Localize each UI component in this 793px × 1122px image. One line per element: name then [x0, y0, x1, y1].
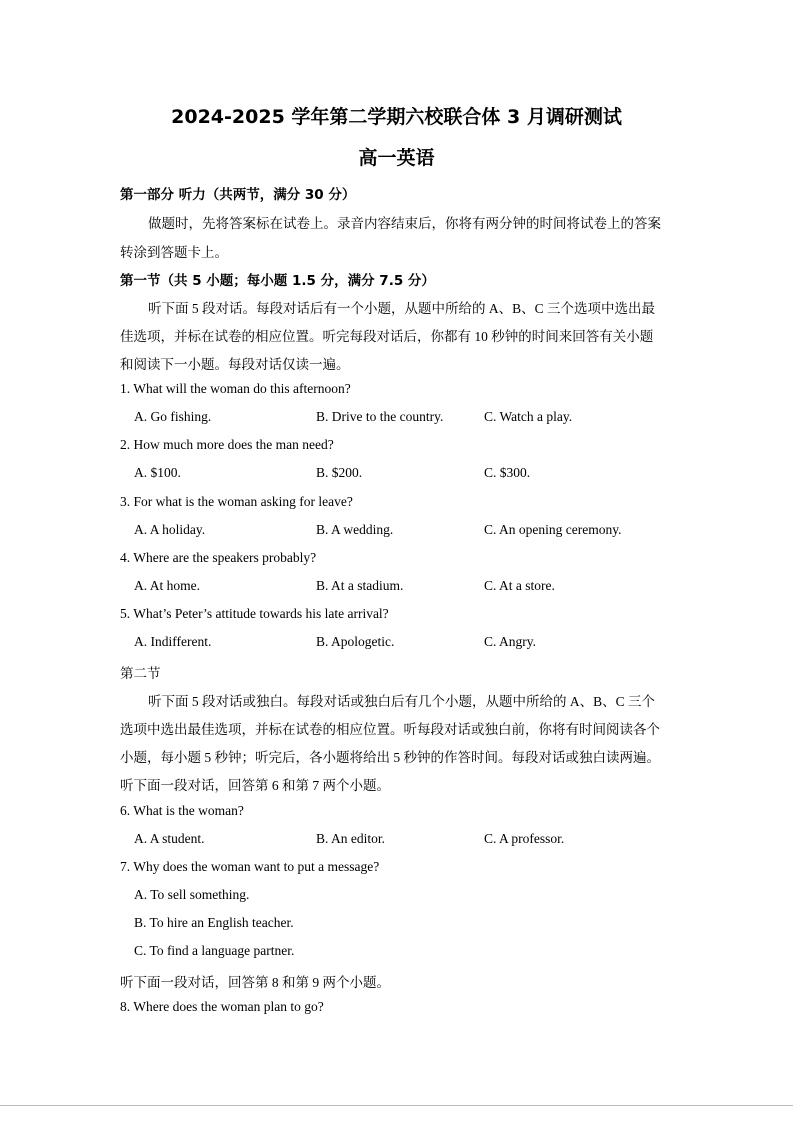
- option-c: C. To find a language partner.: [134, 943, 295, 958]
- option-a: A. Go fishing.: [134, 409, 212, 424]
- option-a: A. A holiday.: [134, 522, 206, 537]
- part1-heading: 第一部分 听力（共两节，满分 30 分）: [120, 187, 356, 203]
- option-c: C. Watch a play.: [484, 409, 573, 424]
- option-c: C. An opening ceremony.: [484, 522, 622, 537]
- question-stem: 6. What is the woman?: [120, 803, 244, 818]
- option-c: C. A professor.: [484, 831, 565, 846]
- section1-instruction-line: 佳选项，并标在试卷的相应位置。听完每段对话后，你都有 10 秒钟的时间来回答有关小题: [120, 329, 654, 344]
- option-c: C. $300.: [484, 465, 531, 480]
- question-stem: 3. For what is the woman asking for leave?: [120, 494, 353, 509]
- option-b: B. Drive to the country.: [316, 409, 444, 424]
- option-c: C. At a store.: [484, 578, 555, 593]
- question-stem: 4. Where are the speakers probably?: [120, 550, 317, 565]
- option-b: B. At a stadium.: [316, 578, 404, 593]
- exam-subtitle: 高一英语: [358, 147, 435, 169]
- section2-instruction-line: 选项中选出最佳选项，并标在试卷的相应位置。听每段对话或独白前，你将有时间阅读各个: [120, 722, 660, 737]
- option-b: B. An editor.: [316, 831, 386, 846]
- option-b: B. A wedding.: [316, 522, 394, 537]
- section1-heading: 第一节（共 5 小题；每小题 1.5 分，满分 7.5 分）: [120, 273, 435, 289]
- option-a: A. Indifferent.: [134, 634, 212, 649]
- section2-instruction-line: 小题，每小题 5 秒钟；听完后，各小题将给出 5 秒钟的作答时间。每段对话或独白读两遍。: [120, 750, 660, 765]
- part1-instruction-line: 转涂到答题卡上。: [120, 245, 228, 260]
- page-bottom-divider: [0, 1105, 793, 1106]
- option-b: B. $200.: [316, 465, 363, 480]
- section2-instruction-line: 听下面 5 段对话或独白。每段对话或独白后有几个小题，从题中所给的 A、B、C 三个: [148, 694, 656, 709]
- group-intro: 听下面一段对话，回答第 6 和第 7 两个小题。: [120, 778, 390, 793]
- option-c: C. Angry.: [484, 634, 537, 649]
- option-a: A. At home.: [134, 578, 200, 593]
- question-stem: 2. How much more does the man need?: [120, 437, 334, 452]
- option-a: A. To sell something.: [134, 887, 250, 902]
- exam-title: 2024-2025 学年第二学期六校联合体 3 月调研测试: [171, 106, 622, 128]
- question-stem: 1. What will the woman do this afternoon?: [120, 381, 351, 396]
- question-stem: 7. Why does the woman want to put a message?: [120, 859, 380, 874]
- option-a: A. $100.: [134, 465, 181, 480]
- section2-heading: 第二节: [120, 666, 161, 681]
- question-stem: 5. What’s Peter’s attitude towards his late arrival?: [120, 606, 389, 621]
- option-b: B. To hire an English teacher.: [134, 915, 294, 930]
- option-b: B. Apologetic.: [316, 634, 395, 649]
- question-stem: 8. Where does the woman plan to go?: [120, 999, 324, 1014]
- part1-instruction-line: 做题时，先将答案标在试卷上。录音内容结束后，你将有两分钟的时间将试卷上的答案: [148, 216, 661, 231]
- group-intro: 听下面一段对话，回答第 8 和第 9 两个小题。: [120, 975, 390, 990]
- section1-instruction-line: 听下面 5 段对话。每段对话后有一个小题，从题中所给的 A、B、C 三个选项中选出最: [148, 301, 656, 316]
- section1-instruction-line: 和阅读下一小题。每段对话仅读一遍。: [120, 357, 350, 372]
- option-a: A. A student.: [134, 831, 205, 846]
